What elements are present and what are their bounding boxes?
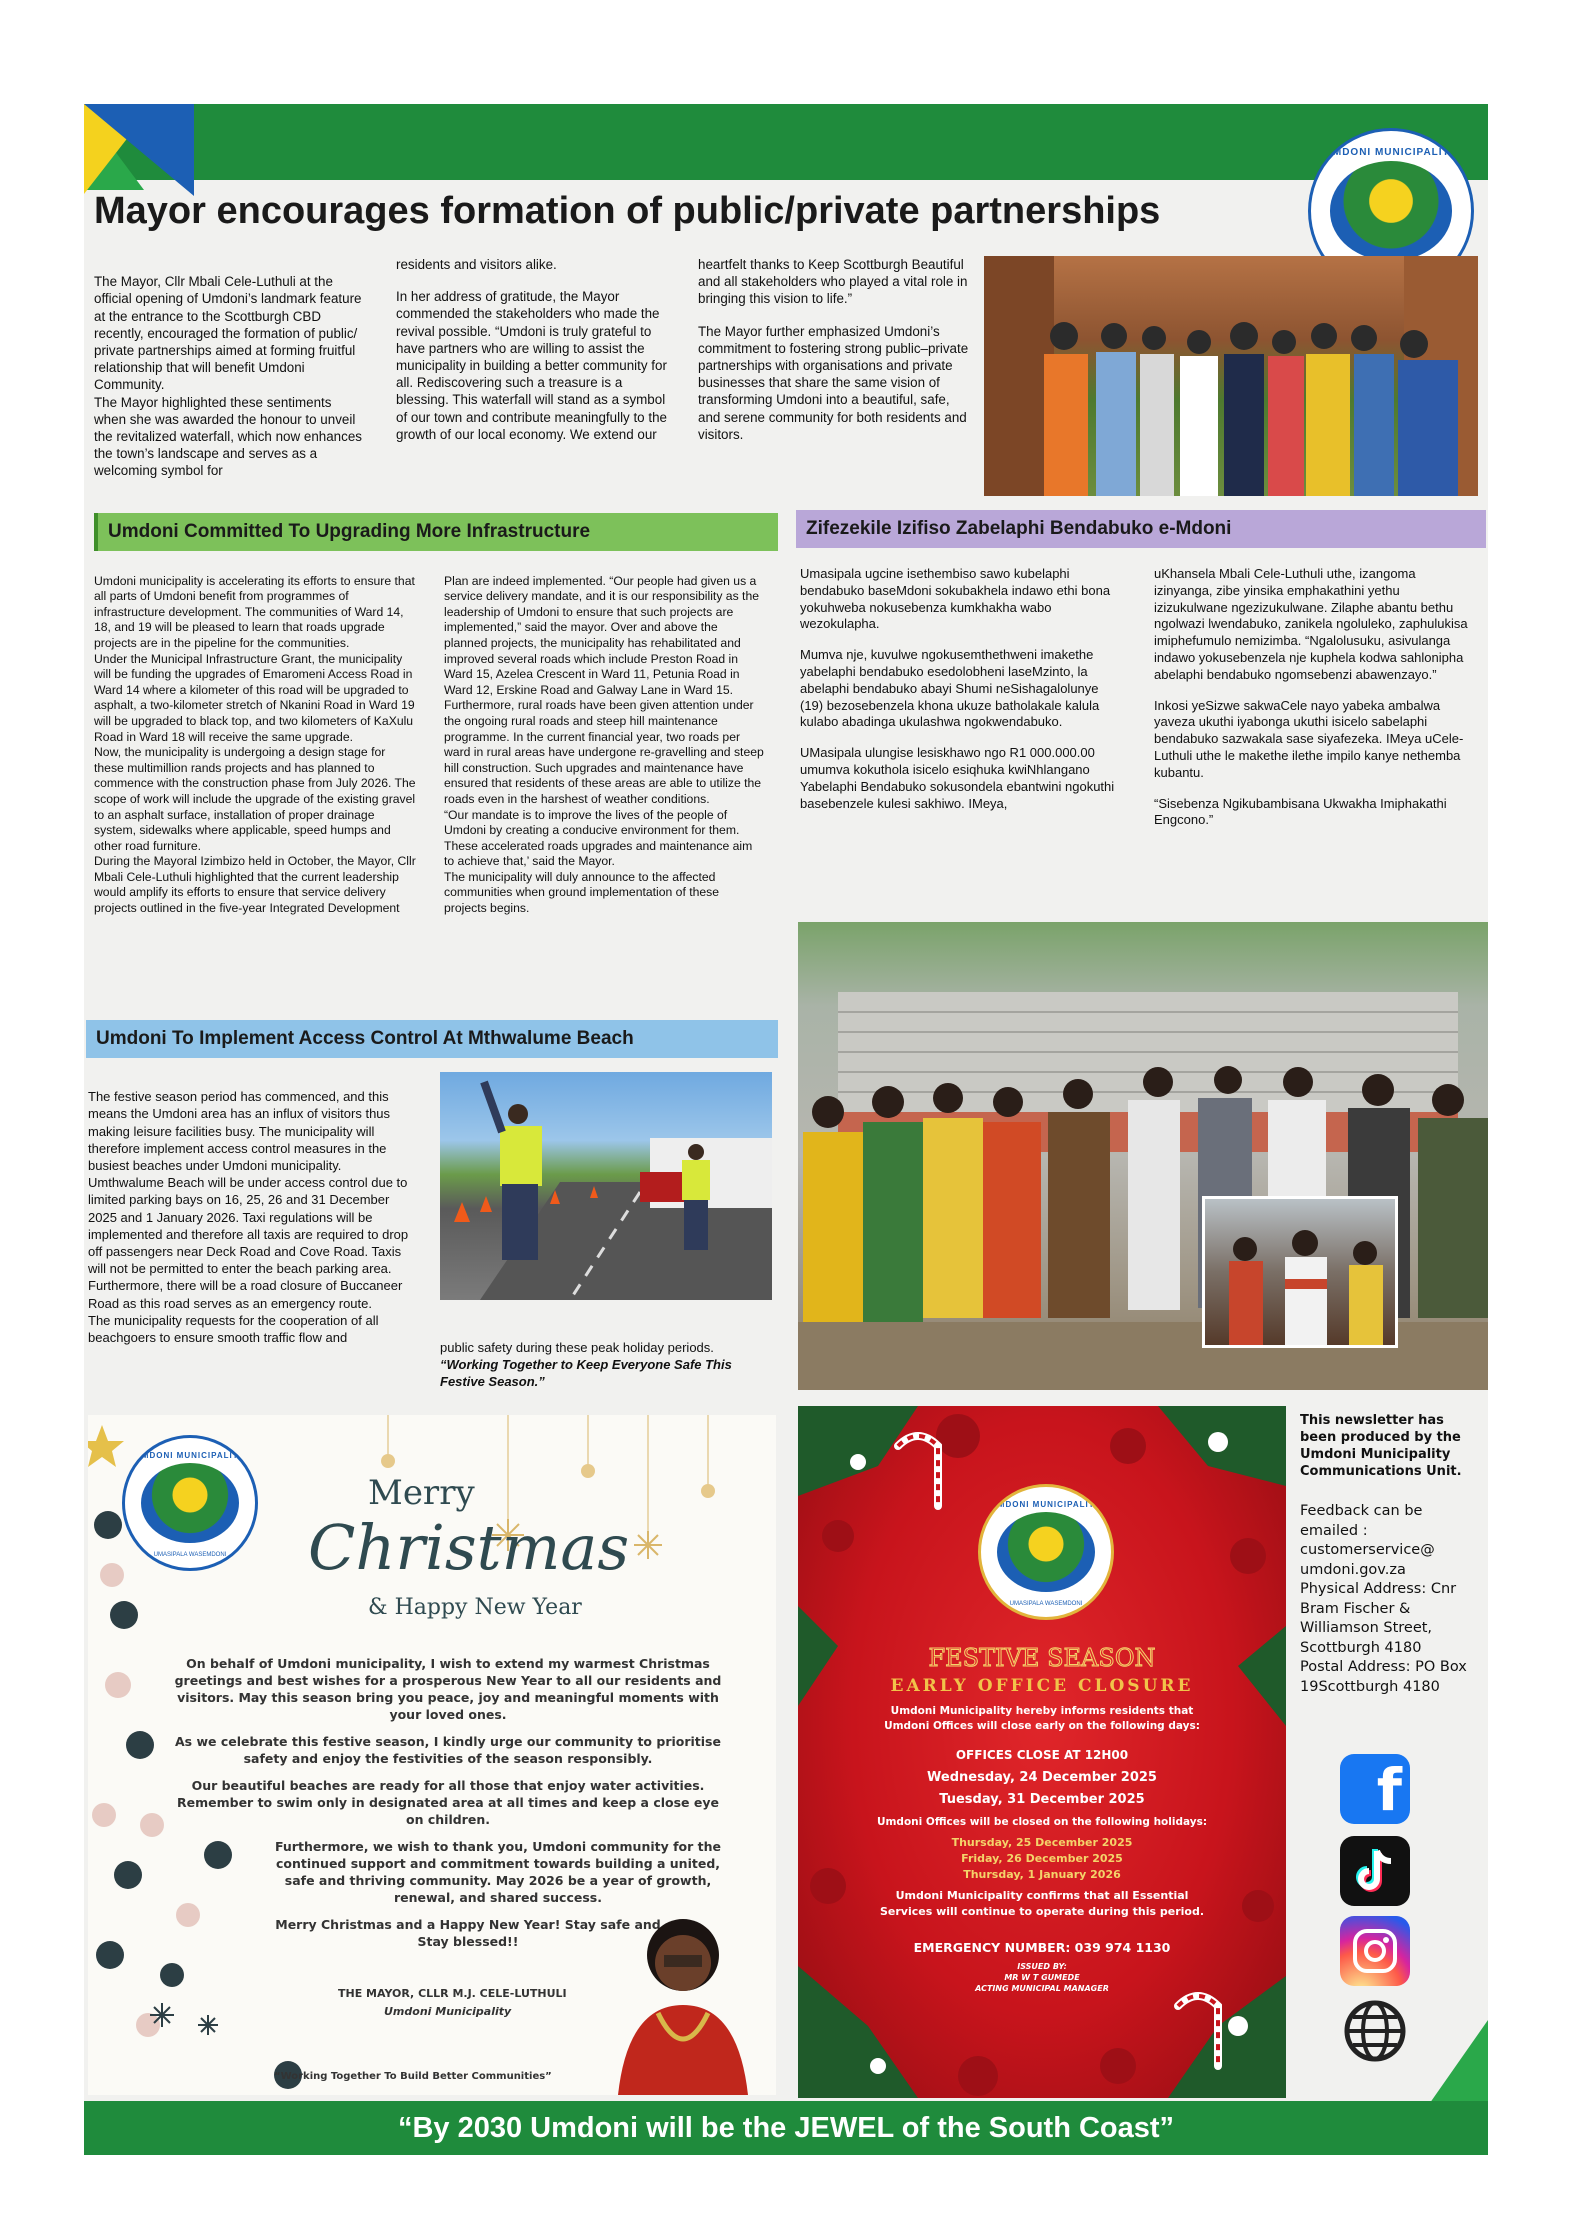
xmas-logo-text-bottom: UMASIPALA WASEMDONI [153,1551,227,1558]
healers-market-photo [798,922,1488,1390]
closure-issuer-title: ACTING MUNICIPAL MANAGER [975,1984,1109,1993]
mayor-col3-p1: heartfelt thanks to Keep Scottburgh Beautiful and all stakeholders who played a vital role in bringing this vision to life.” [698,257,968,307]
closure-title2: EARLY OFFICE CLOSURE [890,1676,1194,1696]
tiktok-icon[interactable] [1340,1836,1410,1906]
office-closure-card [798,1406,1286,2098]
closure-holiday3: Thursday, 1 January 2026 [963,1868,1121,1881]
xmas-p4: Furthermore, we wish to thank you, Umdoni community for the continued support and commitment towards building a united, safe and thriving community. May 2026 be a year of growth, renewal, and shared success. [274,1839,722,1905]
infra-col2 [444,558,764,917]
page-title: Mayor encourages formation of public/private partnerships [94,190,1161,232]
zulu-col1-p3: UMasipala ulungise lesiskhawo ngo R1 000.000.00 umumva kokuthola isicelo esiqhuka kwiNhlangano Yabelaphi Bendabuko sokusondela ebantwini ngokuthi basebenzele kulesi sakhiwo. IMeya, [800,745,1115,811]
closure-issued-by: ISSUED BY: [1017,1962,1067,1971]
logo-emblem [1330,161,1452,260]
xmas-p5: Merry Christmas and a Happy New Year! Stay safe and Stay blessed!! [275,1917,661,1949]
closure-card-logo [978,1484,1114,1620]
mayor-col1-text: The Mayor, Cllr Mbali Cele-Luthuli at the official opening of Umdoni’s landmark feature at the entrance to the Scottburgh CBD recently, encouraged the formation of public/ private partnerships aimed at forming fruitful relationship that will benefit Umdoni Community. The Mayor highlighted these sentiments when she was awarded the honour to unveil the revitalized waterfall, which now enhances the town’s landscape and serves as a welcoming symbol for [94,274,362,479]
infra-col2-text: Plan are indeed implemented. “Our people had given us a service delivery mandate, and it is our responsibility as the leadership of Umdoni to ensure that such projects are implemented,” said the mayor. Over and above the planned projects, the municipality has rehabilitated and improved several roads which include Preston Road in Ward 15, Azelea Crescent in Ward 11, Petunia Road in Ward 12, Erskine Road and Galway Lane in Ward 15. Furthermore, rural roads have been given attention under the ongoing rural roads and steep hill maintenance programme. In the current financial year, two roads per ward in rural areas have undergone re-gravelling and steep hill construction. Such upgrades and maintenance have ensured that residents of these areas are able to utilize the roads even in the harshest of weather conditions. “Our mandate is to improve the lives of the people of Umdoni by creating a conducive environment for them. These accelerated roads upgrades and maintenance aim to achieve that,’ said the Mayor. The municipality will duly announce to the affected communities when ground implementation of these projects begins. [444,573,764,916]
healers-inset-figures [1205,1199,1395,1345]
xmas-card-logo [122,1435,258,1571]
group-photo-figures [984,256,1478,496]
instagram-camera-glyph [1351,1927,1399,1975]
beach-heading-banner [86,1020,778,1058]
healers-inset-photo [1202,1196,1398,1348]
xmas-new-year: & Happy New Year [368,1595,582,1620]
sidebar-feedback: Feedback can be emailed : customerservice@ umdoni.gov.za Physical Address: Cnr Bram Fischer & Williamson Street, Scottburgh 4180 Postal Address: PO Box 19Scottburgh 4180 [1300,1503,1467,1695]
beach-slogan: “Working Together to Keep Everyone Safe This Festive Season.” [440,1357,732,1390]
xmas-logo-text-top: UMDONI MUNICIPALITY [135,1451,245,1460]
infra-heading-banner [94,513,778,551]
xmas-merry: Merry [368,1473,475,1513]
closure-essential: Umdoni Municipality confirms that all Essential Services will continue to operate during this period. [879,1889,1205,1918]
closure-time: OFFICES CLOSE AT 12H00 [955,1748,1129,1762]
logo-text-top: UMDONI MUNICIPALITY [1324,147,1458,158]
closure-holiday2: Friday, 26 December 2025 [961,1852,1123,1865]
zulu-col1 [800,566,1122,826]
zulu-col1-p2: Mumva nje, kuvulwe ngokusemthethweni imakethe yabelaphi bendabuko esedolobheni laseMzinto, la abelaphi bendabuko abayi Shumi neSishagalolunye (19) bezosebenzela khona ukuze batholakale kalula kulabo abadinga ukulashwa ngokwendabuko. [800,647,1100,730]
closure-emergency: EMERGENCY NUMBER: 039 974 1130 [913,1940,1171,1955]
sidebar-produced: This newsletter has been produced by the Umdoni Municipality Communications Unit. [1300,1413,1462,1479]
zulu-heading-banner [796,510,1486,548]
mayor-portrait [608,1895,758,2095]
xmas-christmas: Christmas [308,1511,630,1584]
infra-col1 [94,558,416,917]
header-bar [84,104,1488,180]
closure-logo-text-bottom: UMASIPALA WASEMDONI [1009,1600,1083,1607]
header-triangle-blue [84,104,194,196]
closure-date1: Wednesday, 24 December 2025 [927,1770,1157,1785]
mayor-article-col3 [698,256,974,458]
facebook-icon[interactable]: f [1340,1754,1410,1824]
mayor-article-col2 [396,256,672,458]
footer-slogan-bar [84,2101,1488,2155]
closure-title1: FESTIVE SEASON [928,1644,1156,1672]
mayor-col2-p2: In her address of gratitude, the Mayor commended the stakeholders who made the revival possible. “Umdoni is truly grateful to have partners who are willing to assist the municipality in building a better community for all. Rediscovering such a treasure is a blessing. This waterfall will stand as a symbol of our town and contribute meaningfully to the growth of our local economy. We extend our [396,289,667,442]
zulu-col1-p1: Umasipala ugcine isethembiso sawo kubelaphi bendabuko baseMdoni sokubakhela indawo ethi bona yokuhweba nokusebenza kumkhakha wabo wezokulapha. [800,566,1111,632]
beach-col1-text: The festive season period has commenced, and this means the Umdoni area has an influx of visitors thus making leisure facilities busy. The municipality will therefore implement access control measures in the busiest beaches under Umdoni municipality. Umthwalume Beach will be under access control due to limited parking bays on 16, 25, 26 and 31 December 2025 and 1 January 2026. Taxi regulations will be implemented and therefore all taxis are required to drop off passengers near Deck Road and Cove Road. Taxis will not be permitted to enter the beach parking area. Furthermore, there will be a road closure of Buccaneer Road as this road serves as an emergency route. The municipality requests for the cooperation of all beachgoers to ensure smooth traffic flow and [88,1089,409,1346]
xmas-p1: On behalf of Umdoni municipality, I wish to extend my warmest Christmas greetings and best wishes for a prosperous New Year to all our residents and visitors. May this season bring you peace, joy and meaningful moments with your loved ones. [174,1656,722,1722]
group-photo-waterfall [984,256,1478,496]
zulu-heading: Zifezekile Izifiso Zabelaphi Bendabuko e-Mdoni [806,518,1232,539]
xmas-footer-slogan: “Working Together To Build Better Communities” [274,2071,552,2082]
mayor-article-col1 [94,256,366,480]
infra-heading: Umdoni Committed To Upgrading More Infrastructure [108,521,591,542]
zulu-col2-p3: “Sisebenza Ngikubambisana Ukwakha Imiphakathi Engcono.” [1154,795,1447,828]
zulu-col2-p2: Inkosi yeSizwe sakwaCele nayo yabeka ambalwa yaveza ukuthi iyabonga ukuthi isicelo sabelaphi bendabuko sazwakala sase siyafezeka. IMeya uCele-Luthuli uthe le makethe ilethe impilo kanye nethemba kubantu. [1154,697,1464,780]
tiktok-note-glyph [1355,1849,1395,1893]
mayor-col2-p1: residents and visitors alike. [396,257,557,272]
zulu-col2-p1: uKhansela Mbali Cele-Luthuli uthe, izangoma izinyanga, zibe yinsika emphakathini yethu izizukulwane ngezizukulwane. Zilaphe abantu bethu ngolwazi lwendabuko, zanikela ngoluleko, zaphulukisa imiphefumulo nemizimba. “Ngalolusuku, asivulanga indawo yokusebenzela nje kuphela kodwa sahlonipha abelaphi bendabuko ngomsebenzi abawenzayo.” [1154,566,1468,682]
closure-date2: Tuesday, 31 December 2025 [939,1792,1145,1807]
beach-col2 [440,1339,774,1391]
instagram-icon[interactable] [1340,1916,1410,1986]
xmas-signature-org: Umdoni Municipality [384,2005,512,2018]
traffic-control-scene [440,1072,772,1300]
beach-col2-text: public safety during these peak holiday periods. [440,1340,714,1355]
xmas-p3: Our beautiful beaches are ready for all those that enjoy water activities. Remember to swim only in designated area at all times and keep a close eye on children. [177,1778,719,1827]
xmas-p2: As we celebrate this festive season, I kindly urge our community to prioritise safety and enjoy the festivities of the season responsibly. [175,1734,721,1766]
globe-icon[interactable] [1340,1996,1410,2066]
mayor-col3-p2: The Mayor further emphasized Umdoni’s commitment to fostering strong public–private partnerships with organisations and private businesses that share the same vision of transforming Umdoni into a beautiful, safe, and serene community for both residents and visitors. [698,323,969,442]
closure-issuer-name: MR W T GUMEDE [1004,1973,1080,1982]
beach-col1 [88,1071,412,1346]
xmas-logo-emblem [141,1463,240,1544]
closure-holidays-intro: Umdoni Offices will be closed on the following holidays: [876,1816,1208,1828]
closure-intro: Umdoni Municipality hereby informs residents that Umdoni Offices will close early on the following days: [884,1705,1200,1732]
beach-heading: Umdoni To Implement Access Control At Mthwalume Beach [96,1028,634,1049]
traffic-control-photo [440,1072,772,1300]
footer-slogan: “By 2030 Umdoni will be the JEWEL of the South Coast” [397,2112,1175,2144]
zulu-col2 [1154,566,1476,843]
xmas-signature-name: THE MAYOR, CLLR M.J. CELE-LUTHULI [338,1987,567,2000]
closure-holiday1: Thursday, 25 December 2025 [951,1836,1133,1849]
infra-col1-text: Umdoni municipality is accelerating its efforts to ensure that all parts of Umdoni benefit from programmes of infrastructure development. The communities of Ward 14, 18, and 19 will be pleased to learn that roads upgrade projects are in the pipeline for the communities. Under the Municipal Infrastructure Grant, the municipality will be funding the upgrades of Emaromeni Access Road in Ward 14 where a kilometer of this road will be upgraded to asphalt, a two-kilometer stretch of Nkanini Road in Ward 19 will be upgraded to black top, and two kilometers of KaXulu Road in Ward 18 will receive the same upgrade. Now, the municipality is undergoing a design stage for these multimillion rands projects and has planned to commence with the construction phase from July 2026. The scope of work will include the upgrade of the existing gravel to an asphalt surface, installation of proper drainage system, sidewalks where applicable, speed humps and other road furniture. During the Mayoral Izimbizo held in October, the Mayor, Cllr Mbali Cele-Luthuli highlighted that the current leadership would amplify its efforts to ensure that service delivery projects outlined in the five-year Integrated Development [94,573,416,916]
closure-logo-text-top: UMDONI MUNICIPALITY [991,1500,1101,1509]
mayor-portrait-figure [608,1895,758,2095]
christmas-card [88,1415,776,2095]
globe-glyph [1343,1999,1407,2063]
closure-logo-emblem [997,1512,1096,1593]
